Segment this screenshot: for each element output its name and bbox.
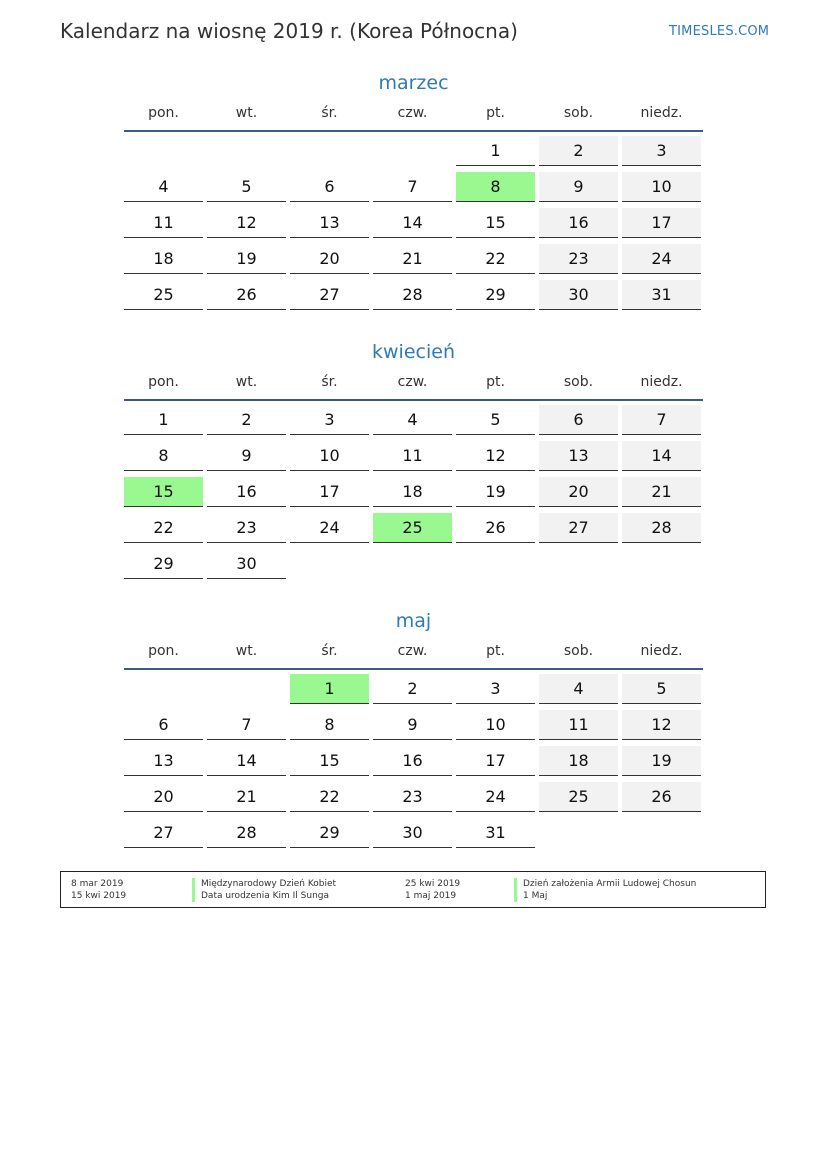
day-cell: 18: [539, 746, 618, 776]
day-cell: 2: [207, 405, 286, 435]
day-cell: 5: [622, 674, 701, 704]
day-cell: 29: [124, 549, 203, 579]
weekday-label: śr.: [321, 374, 338, 390]
day-cell: 10: [622, 172, 701, 202]
weekday-label: niedz.: [640, 374, 683, 390]
day-cell: 6: [290, 172, 369, 202]
day-cell: 16: [207, 477, 286, 507]
day-cell: 23: [207, 513, 286, 543]
day-cell: 6: [539, 405, 618, 435]
day-cell: 19: [456, 477, 535, 507]
day-cell: 24: [290, 513, 369, 543]
day-cell: 26: [622, 782, 701, 812]
day-cell: 17: [622, 208, 701, 238]
legend-date: 15 kwi 2019: [71, 891, 127, 901]
weekday-label: pon.: [148, 374, 179, 390]
weekday-header-row: [124, 96, 703, 134]
day-cell: 28: [373, 280, 452, 310]
day-cell: 14: [622, 441, 701, 471]
brand-link[interactable]: TIMESLES.COM: [669, 24, 770, 39]
day-cell: 30: [373, 818, 452, 848]
legend-holiday-name: 1 Maj: [514, 890, 547, 902]
day-cell: 2: [539, 136, 618, 166]
day-cell: 13: [290, 208, 369, 238]
day-cell: 1: [124, 405, 203, 435]
weekday-label: niedz.: [640, 105, 683, 121]
legend-date: 25 kwi 2019: [405, 879, 461, 889]
month-calendar: [124, 608, 703, 852]
day-cell: 26: [207, 280, 286, 310]
day-cell: 2: [373, 674, 452, 704]
day-cell: 19: [622, 746, 701, 776]
day-cell: 20: [290, 244, 369, 274]
day-cell: 3: [456, 674, 535, 704]
day-cell: 14: [207, 746, 286, 776]
day-cell: 25: [539, 782, 618, 812]
legend-holiday-name: Dzień założenia Armii Ludowej Chosun: [514, 878, 696, 890]
weekday-label: wt.: [235, 374, 258, 390]
holiday-day-cell: 15: [124, 477, 203, 507]
weekday-header-row: [124, 365, 703, 403]
day-cell: 19: [207, 244, 286, 274]
day-cell: 27: [124, 818, 203, 848]
weekday-header-row: [124, 634, 703, 672]
weekday-label: sob.: [563, 105, 594, 121]
day-cell: 21: [373, 244, 452, 274]
day-cell: 28: [207, 818, 286, 848]
legend-holiday-name: Data urodzenia Kim Il Sunga: [192, 890, 329, 902]
day-cell: 18: [373, 477, 452, 507]
day-cell: 1: [456, 136, 535, 166]
day-cell: 27: [539, 513, 618, 543]
day-cell: 30: [539, 280, 618, 310]
day-cell: 13: [124, 746, 203, 776]
day-grid: [124, 672, 703, 852]
day-grid: [124, 134, 703, 314]
day-cell: 5: [207, 172, 286, 202]
day-cell: 4: [539, 674, 618, 704]
month-name: marzec: [378, 72, 449, 94]
day-cell: 7: [207, 710, 286, 740]
day-cell: 22: [124, 513, 203, 543]
day-cell: 23: [373, 782, 452, 812]
weekday-label: wt.: [235, 643, 258, 659]
day-cell: 17: [456, 746, 535, 776]
page-title: Kalendarz na wiosnę 2019 r. (Korea Północna): [60, 19, 518, 43]
day-cell: 26: [456, 513, 535, 543]
day-cell: 4: [373, 405, 452, 435]
day-cell: 7: [373, 172, 452, 202]
day-cell: 25: [124, 280, 203, 310]
weekday-label: pt.: [486, 374, 505, 390]
day-cell: 18: [124, 244, 203, 274]
day-cell: 24: [456, 782, 535, 812]
day-cell: 8: [290, 710, 369, 740]
day-cell: 29: [456, 280, 535, 310]
weekday-label: pt.: [486, 105, 505, 121]
day-cell: 9: [539, 172, 618, 202]
weekday-label: sob.: [563, 374, 594, 390]
day-cell: 31: [456, 818, 535, 848]
month-name: kwiecień: [372, 341, 455, 363]
day-cell: 22: [456, 244, 535, 274]
day-cell: 11: [539, 710, 618, 740]
weekday-label: wt.: [235, 105, 258, 121]
legend-date: 1 maj 2019: [405, 891, 457, 901]
day-cell: 11: [373, 441, 452, 471]
day-cell: 24: [622, 244, 701, 274]
legend-date: 8 mar 2019: [71, 879, 124, 889]
day-cell: 8: [124, 441, 203, 471]
day-cell: 20: [124, 782, 203, 812]
weekday-label: sob.: [563, 643, 594, 659]
month-calendar: [124, 339, 703, 583]
month-calendar: [124, 70, 703, 314]
holiday-day-cell: 1: [290, 674, 369, 704]
day-cell: 16: [539, 208, 618, 238]
weekday-label: śr.: [321, 643, 338, 659]
weekday-label: pon.: [148, 643, 179, 659]
day-cell: 17: [290, 477, 369, 507]
day-cell: 11: [124, 208, 203, 238]
day-cell: 13: [539, 441, 618, 471]
day-cell: 28: [622, 513, 701, 543]
day-cell: 3: [622, 136, 701, 166]
day-cell: 31: [622, 280, 701, 310]
day-grid: [124, 403, 703, 583]
holiday-day-cell: 8: [456, 172, 535, 202]
day-cell: 16: [373, 746, 452, 776]
day-cell: 12: [207, 208, 286, 238]
holiday-legend: [60, 871, 766, 908]
header-divider: [124, 130, 703, 132]
day-cell: 10: [456, 710, 535, 740]
day-cell: 5: [456, 405, 535, 435]
day-cell: 20: [539, 477, 618, 507]
day-cell: 3: [290, 405, 369, 435]
day-cell: 12: [622, 710, 701, 740]
day-cell: 29: [290, 818, 369, 848]
day-cell: 6: [124, 710, 203, 740]
day-cell: 4: [124, 172, 203, 202]
legend-holiday-name: Międzynarodowy Dzień Kobiet: [192, 878, 336, 890]
day-cell: 22: [290, 782, 369, 812]
weekday-label: pon.: [148, 105, 179, 121]
weekday-label: czw.: [397, 643, 428, 659]
weekday-label: czw.: [397, 105, 428, 121]
holiday-day-cell: 25: [373, 513, 452, 543]
day-cell: 14: [373, 208, 452, 238]
day-cell: 30: [207, 549, 286, 579]
day-cell: 21: [622, 477, 701, 507]
weekday-label: czw.: [397, 374, 428, 390]
day-cell: 27: [290, 280, 369, 310]
day-cell: 9: [373, 710, 452, 740]
day-cell: 7: [622, 405, 701, 435]
day-cell: 21: [207, 782, 286, 812]
day-cell: 10: [290, 441, 369, 471]
header-divider: [124, 399, 703, 401]
day-cell: 12: [456, 441, 535, 471]
header-divider: [124, 668, 703, 670]
weekday-label: śr.: [321, 105, 338, 121]
day-cell: 15: [290, 746, 369, 776]
day-cell: 9: [207, 441, 286, 471]
day-cell: 23: [539, 244, 618, 274]
weekday-label: niedz.: [640, 643, 683, 659]
day-cell: 15: [456, 208, 535, 238]
month-name: maj: [395, 610, 432, 632]
weekday-label: pt.: [486, 643, 505, 659]
